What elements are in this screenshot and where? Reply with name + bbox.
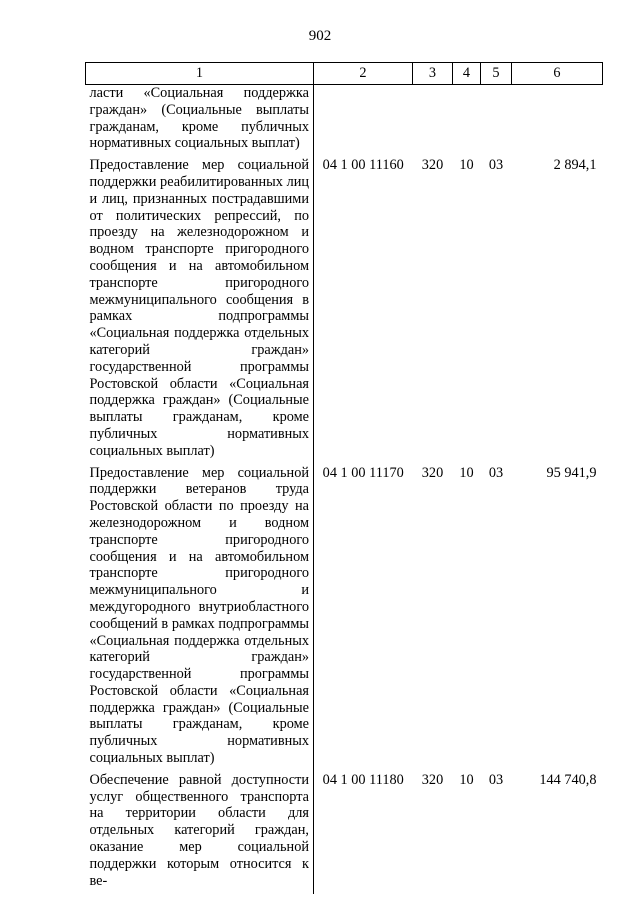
row-col5: 03 (488, 771, 504, 788)
table-row (86, 157, 603, 464)
column-header-1: 1 (86, 63, 314, 85)
column-header-2: 2 (314, 63, 413, 85)
row-amount (512, 85, 603, 158)
row-col3: 320 (421, 464, 444, 481)
table-row (86, 85, 603, 158)
column-header-4: 4 (453, 63, 481, 85)
table-header-row (86, 63, 603, 85)
budget-table (85, 62, 603, 894)
row-code: 04 1 00 11170 (322, 464, 404, 481)
table-row (86, 465, 603, 772)
row-col5 (481, 85, 512, 158)
row-code (314, 85, 413, 158)
column-header-3: 3 (413, 63, 453, 85)
row-amount: 2 894,1 (553, 157, 597, 174)
row-col3: 320 (421, 771, 444, 788)
column-header-5: 5 (481, 63, 512, 85)
row-col4: 10 (459, 771, 474, 788)
column-header-6: 6 (512, 63, 603, 85)
row-description: Предоставление мер социальной поддержки реабилитированных лиц и лиц, признанных пострадавшими от политических репрессий, по проезду на железнодорожном и водном транспорте пригородного сообщения и на автомобильном транспорте пригородного межмуниципального сообщения в рамках подпрограммы «Социальная поддержка отдельных категорий граждан» государственной программы Ростовской области «Социальная поддержка граждан» (Социальные выплаты гражданам, кроме публичных нормативных социальных выплат) (86, 157, 314, 464)
row-description: Предоставление мер социальной поддержки ветеранов труда Ростовской области по проезду на железнодорожном и водном транспорте пригородного сообщения и на автомобильном транспорте пригородного межмуниципального и междугородного внутриобластного сообщений в рамках подпрограммы «Социальная поддержка отдельных категорий граждан» государственной программы Ростовской области «Социальная поддержка граждан» (Социальные выплаты гражданам, кроме публичных нормативных социальных выплат) (86, 465, 314, 772)
row-col5: 03 (488, 157, 504, 174)
row-description: Обеспечение равной доступности услуг общественного транспорта на территории области для отдельных категорий граждан, оказание мер социальной поддержки которым относится к ве- (86, 772, 314, 895)
row-col5: 03 (488, 464, 504, 481)
row-description: ласти «Социальная поддержка граждан» (Социальные выплаты гражданам, кроме публичных нормативных социальных выплат) (86, 85, 314, 158)
row-col3 (413, 85, 453, 158)
row-col4 (453, 85, 481, 158)
row-col4: 10 (459, 464, 474, 481)
row-col3: 320 (421, 157, 444, 174)
row-code: 04 1 00 11180 (322, 771, 404, 788)
row-amount: 95 941,9 (546, 464, 597, 481)
row-code: 04 1 00 11160 (322, 157, 404, 174)
row-amount: 144 740,8 (539, 771, 597, 788)
table-row (86, 772, 603, 895)
page-number: 902 (308, 28, 332, 44)
row-col4: 10 (459, 157, 474, 174)
